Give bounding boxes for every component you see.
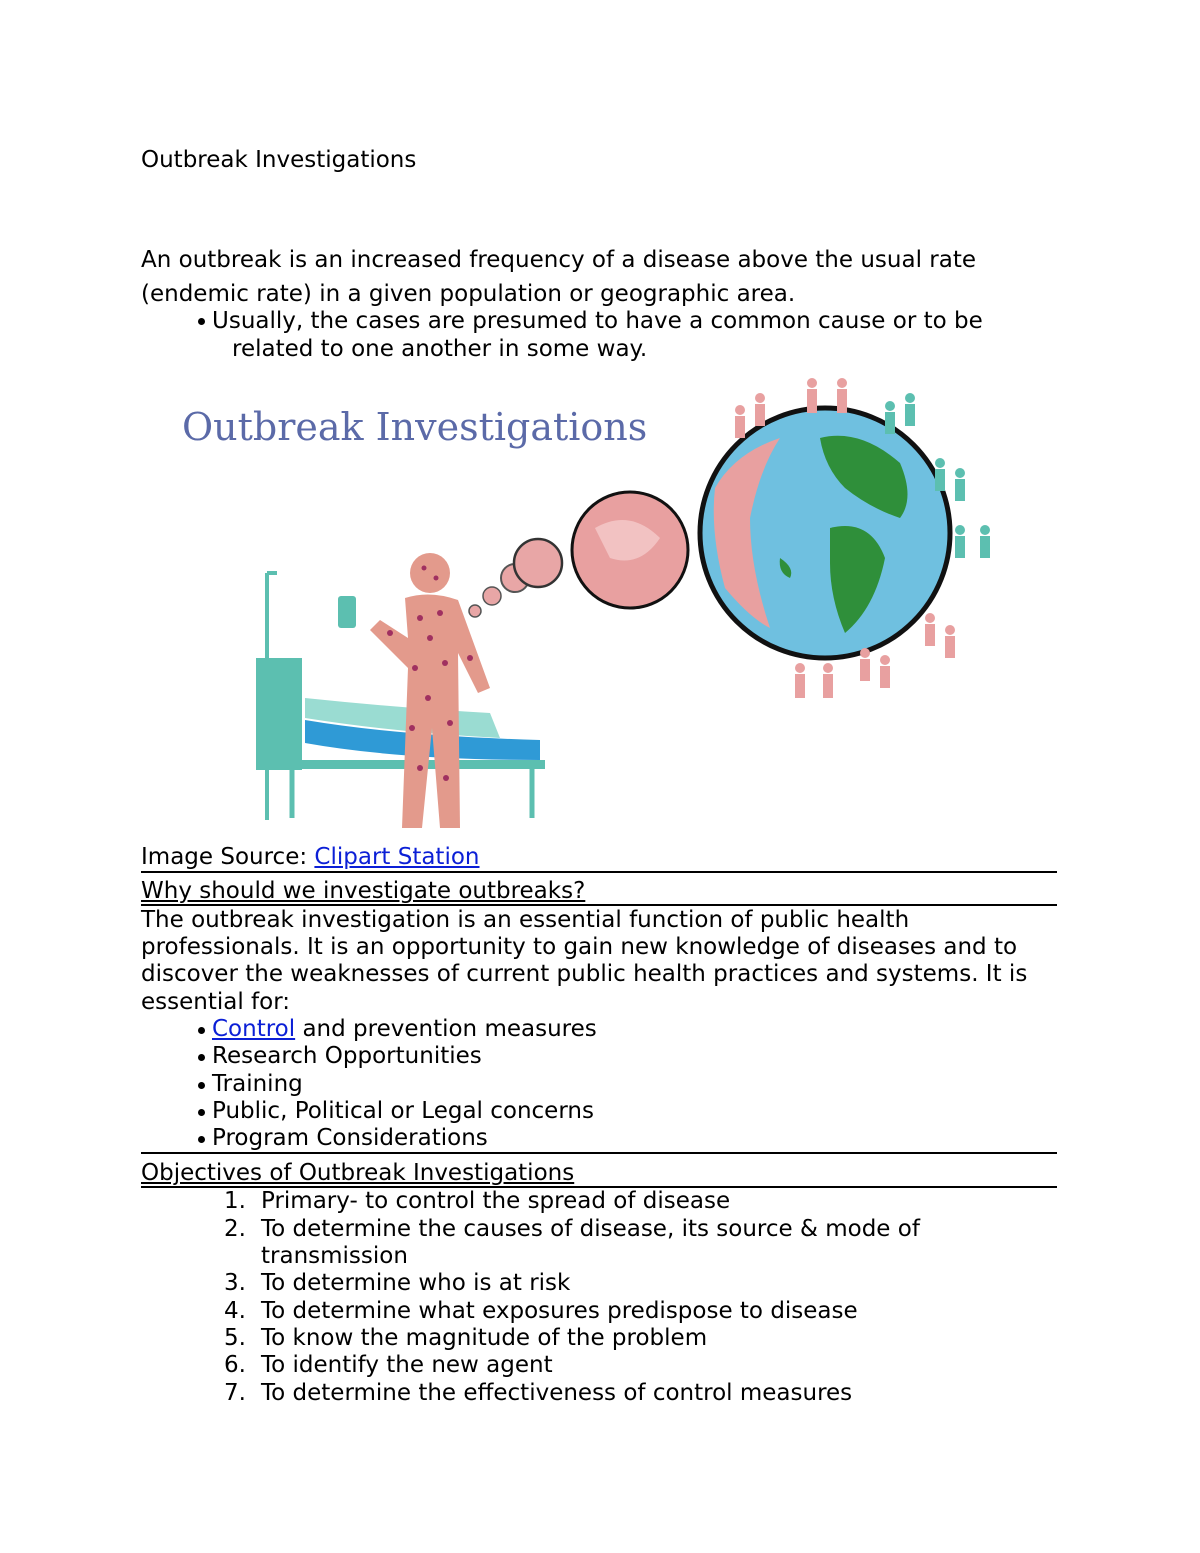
cell-bubbles-icon — [469, 492, 688, 617]
objective-item-6: To identify the new agent — [261, 1352, 553, 1378]
list-number: 5. — [224, 1325, 246, 1351]
why-bullet-4: Public, Political or Legal concerns — [212, 1098, 594, 1124]
bullet-icon — [198, 1109, 205, 1116]
list-number: 4. — [224, 1298, 246, 1324]
list-number: 2. — [224, 1216, 246, 1242]
control-link[interactable]: Control — [212, 1016, 296, 1042]
intro-line-1: An outbreak is an increased frequency of a disease above the usual rate — [141, 247, 976, 273]
bullet-icon — [198, 1027, 205, 1034]
why-para-line-1: The outbreak investigation is an essential function of public health — [141, 907, 910, 933]
divider-line — [141, 1152, 1057, 1154]
bullet-icon — [198, 1136, 205, 1143]
list-number: 6. — [224, 1352, 246, 1378]
illustration-title: Outbreak Investigations — [182, 405, 648, 449]
objective-item-4: To determine what exposures predispose to disease — [261, 1298, 858, 1324]
why-bullet-3: Training — [212, 1071, 303, 1097]
objective-item-3: To determine who is at risk — [261, 1270, 571, 1296]
objective-item-2-cont: transmission — [261, 1243, 408, 1269]
list-number: 1. — [224, 1188, 246, 1214]
hospital-bed-icon — [256, 658, 545, 818]
why-para-line-4: essential for: — [141, 989, 291, 1015]
why-bullet-5: Program Considerations — [212, 1125, 488, 1151]
image-source — [141, 843, 480, 871]
intro-bullet-line-1: Usually, the cases are presumed to have a common cause or to be — [212, 308, 983, 334]
page-title: Outbreak Investigations — [141, 147, 417, 173]
clipart-station-link[interactable]: Clipart Station — [314, 844, 480, 870]
why-para-line-3: discover the weaknesses of current public health practices and systems. It is — [141, 961, 1028, 987]
intro-line-2: (endemic rate) in a given population or geographic area. — [141, 281, 796, 307]
objective-item-1: Primary- to control the spread of disease — [261, 1188, 731, 1214]
globe-icon — [700, 408, 950, 658]
why-heading: Why should we investigate outbreaks? — [141, 878, 586, 904]
bullet-icon — [198, 1054, 205, 1061]
objective-item-5: To know the magnitude of the problem — [261, 1325, 708, 1351]
bullet-icon — [198, 1082, 205, 1089]
divider-line — [141, 871, 1057, 873]
list-number: 7. — [224, 1380, 246, 1406]
intro-bullet-line-2: related to one another in some way. — [232, 336, 648, 362]
bullet-icon — [198, 318, 205, 325]
outbreak-illustration — [140, 368, 1040, 838]
why-bullet-1 — [212, 1015, 597, 1043]
why-para-line-2: professionals. It is an opportunity to gain new knowledge of diseases and to — [141, 934, 1018, 960]
list-number: 3. — [224, 1270, 246, 1296]
objective-item-7: To determine the effectiveness of control measures — [261, 1380, 853, 1406]
sick-person-icon — [370, 553, 490, 828]
why-bullet-2: Research Opportunities — [212, 1043, 482, 1069]
why-bullet-1-text: and prevention measures — [295, 1016, 597, 1042]
image-source-label: Image Source: — [141, 844, 315, 870]
objectives-heading: Objectives of Outbreak Investigations — [141, 1160, 575, 1186]
objective-item-2: To determine the causes of disease, its source & mode of — [261, 1216, 920, 1242]
